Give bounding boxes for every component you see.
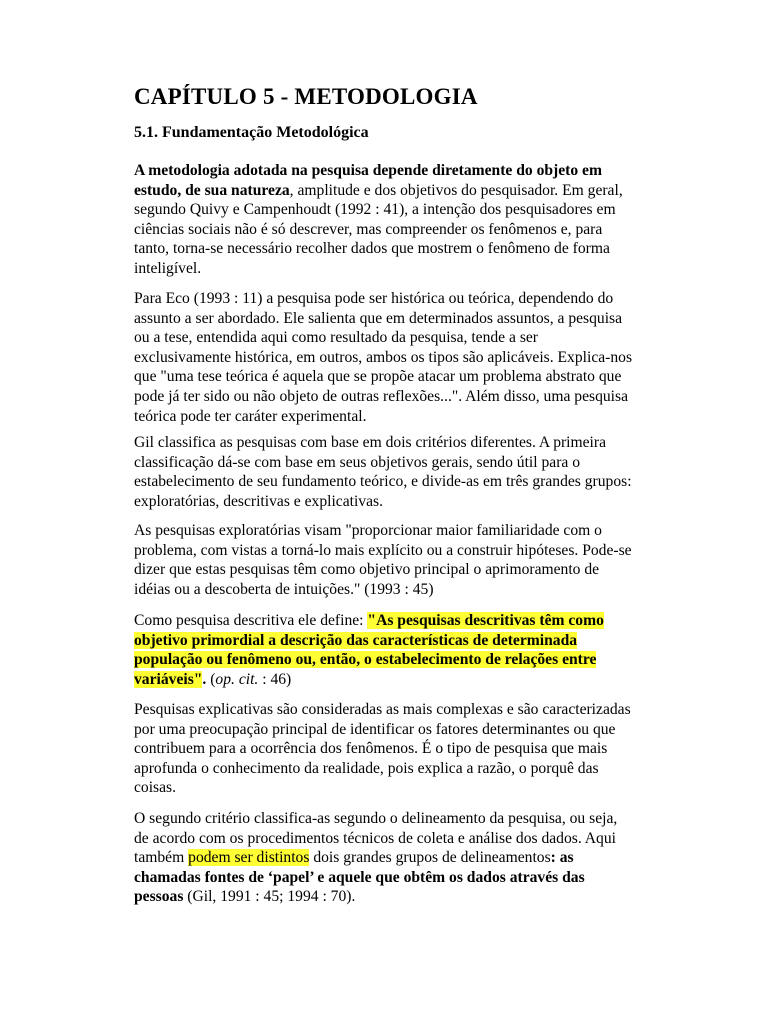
paragraph-text: O segundo critério classifica-as segundo o delineamento da pesquisa, ou seja, de acordo com os procedimentos técnicos de coleta e análise dos dados. Aqui também: [134, 810, 618, 867]
bold-phrase: : as chamadas fontes de ‘papel’ e aquele que obtêm os dados através das pessoas: [134, 849, 585, 906]
citation-italic: op. cit.: [215, 670, 259, 688]
quote-period: .: [202, 670, 207, 688]
citation: (Gil, 1991 : 45; 1994 : 70).: [183, 888, 356, 906]
paragraph-exploratory: As pesquisas exploratórias visam "proporcionar maior familiaridade com o problema, com vistas a torná-lo mais explícito ou a construir hipóteses. Pode-se dizer que estas pesquisas têm como objetivo principal o aprimoramento de idéias ou a descoberta de intuições." (1993 : 45): [134, 522, 632, 598]
paragraph-explanatory: Pesquisas explicativas são consideradas as mais complexas e são caracterizadas por uma preocupação principal de identificar os fatores determinantes ou que contribuem para a ocorrência dos fenômenos. É o tipo de pesquisa que mais aprofunda o conhecimento da realidade, pois explica a razão, o porquê das coisas.: [134, 701, 631, 797]
paragraph-methodology: [134, 161, 634, 279]
paragraph-second-criterion: [134, 809, 634, 907]
citation-rest: : 46): [258, 670, 292, 688]
chapter-title: CAPÍTULO 5 - METODOLOGIA: [134, 84, 478, 109]
bold-intro: A metodologia adotada na pesquisa depende diretamente do objeto em estudo, de sua natureza: [134, 162, 602, 199]
paragraph-descriptive: [134, 611, 634, 689]
paragraph-intro: Como pesquisa descritiva ele define:: [134, 612, 368, 629]
paragraph-gil-classification: Gil classifica as pesquisas com base em dois critérios diferentes. A primeira classificação dá-se com base em seus objetivos gerais, sendo útil para o estabelecimento de seu fundamento teórico, e divide-as em três grandes grupos: exploratórias, descritivas e explicativas.: [134, 434, 632, 510]
paragraph-text: , amplitude e dos objetivos do pesquisador. Em geral, segundo Quivy e Campenhoudt (1992 : 41), a intenção dos pesquisadores em ciências sociais não é só descrever, mas compreender os fenômenos e, para tanto, torna-se necessário recolher dados que mostrem o fenômeno de forma inteligível.: [134, 181, 623, 277]
citation-open: (: [206, 670, 216, 688]
highlighted-phrase: podem ser distintos: [188, 849, 310, 867]
paragraph-eco: Para Eco (1993 : 11) a pesquisa pode ser histórica ou teórica, dependendo do assunto a ser abordado. Ele salienta que em determinados assuntos, a pesquisa ou a tese, entendida aqui como resultado da pesquisa, tende a ser exclusivamente histórica, em outros, ambos os tipos são aplicáveis. Explica-nos que "uma tese teórica é aquela que se propõe atacar um problema abstrato que pode já ter sido ou não objeto de outras reflexões...". Além disso, uma pesquisa teórica pode ter caráter experimental.: [134, 290, 633, 425]
paragraph-text: dois grandes grupos de delineamentos: [309, 849, 551, 867]
highlighted-quote: "As pesquisas descritivas têm como objetivo primordial a descrição das características de determinada população ou fenômeno ou, então, o estabelecimento de relações entre variáveis": [134, 612, 604, 688]
section-title: 5.1. Fundamentação Metodológica: [134, 124, 369, 141]
